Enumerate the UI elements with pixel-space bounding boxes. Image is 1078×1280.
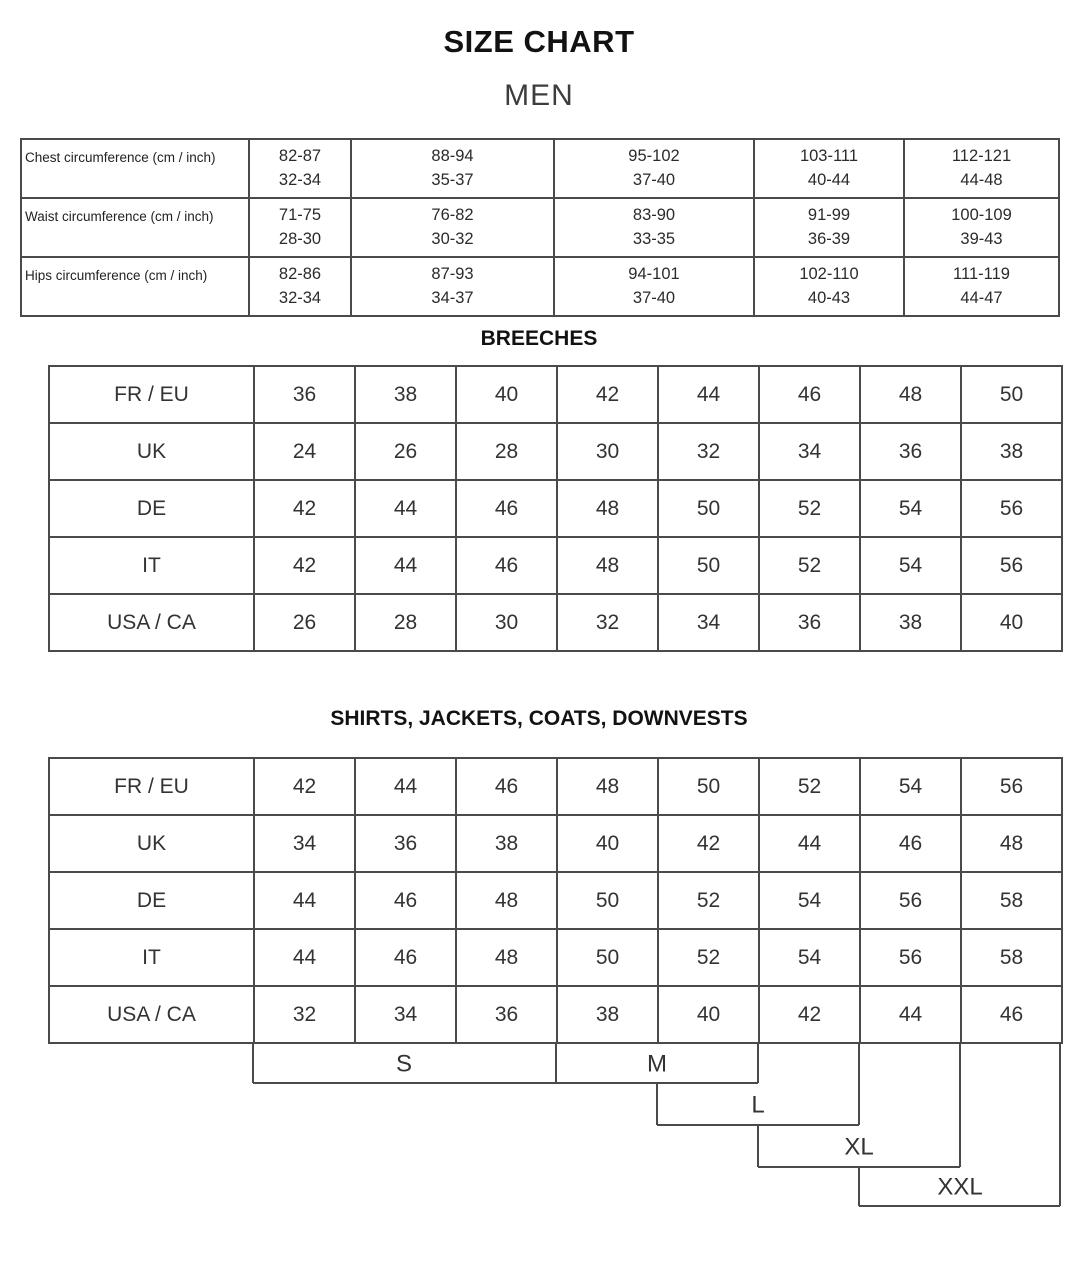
- size-cell: 24: [254, 423, 355, 480]
- size-cell: 36: [355, 815, 456, 872]
- size-cell: 42: [759, 986, 860, 1043]
- size-cell: 32: [557, 594, 658, 651]
- size-cell: 30: [456, 594, 557, 651]
- size-cell: 56: [961, 758, 1062, 815]
- size-cell: 54: [860, 758, 961, 815]
- breeches-table: [48, 365, 1063, 652]
- table-row: [49, 366, 1062, 423]
- row-label: FR / EU: [49, 366, 254, 423]
- inch-value: 39-43: [960, 229, 1003, 248]
- size-cell: 44: [355, 758, 456, 815]
- row-label: DE: [49, 872, 254, 929]
- size-cell: 42: [254, 537, 355, 594]
- inch-value: 36-39: [807, 229, 851, 248]
- inch-value: 32-34: [278, 170, 322, 189]
- size-cell: 48: [557, 758, 658, 815]
- measurement-cell: [554, 198, 754, 257]
- row-label: UK: [49, 815, 254, 872]
- size-cell: 48: [456, 929, 557, 986]
- measurement-cell: [351, 139, 554, 198]
- size-cell: 46: [456, 480, 557, 537]
- size-cell: 56: [860, 872, 961, 929]
- size-cell: 38: [860, 594, 961, 651]
- row-label: IT: [49, 537, 254, 594]
- cm-value: 76-82: [431, 205, 474, 224]
- size-bracket-label: M: [647, 1050, 667, 1078]
- row-label: FR / EU: [49, 758, 254, 815]
- size-cell: 46: [759, 366, 860, 423]
- size-cell: 46: [961, 986, 1062, 1043]
- size-cell: 28: [456, 423, 557, 480]
- measurement-cell: [351, 198, 554, 257]
- cm-value: 83-90: [632, 205, 676, 224]
- cm-value: 95-102: [628, 146, 680, 165]
- cm-value: 103-111: [799, 146, 859, 165]
- row-label: USA / CA: [49, 594, 254, 651]
- size-cell: 42: [254, 758, 355, 815]
- size-cell: 32: [658, 423, 759, 480]
- size-bracket-label: L: [751, 1091, 765, 1119]
- size-cell: 44: [254, 929, 355, 986]
- measurement-cell: [351, 257, 554, 316]
- cm-value: 88-94: [431, 146, 474, 165]
- measurement-cell: [554, 139, 754, 198]
- size-cell: 50: [961, 366, 1062, 423]
- cm-value: 100-109: [951, 205, 1012, 224]
- size-cell: 38: [355, 366, 456, 423]
- size-bracket-label: XXL: [937, 1173, 983, 1201]
- size-cell: 46: [860, 815, 961, 872]
- table-row: [21, 139, 1059, 198]
- cm-value: 82-87: [278, 146, 322, 165]
- size-cell: 42: [557, 366, 658, 423]
- inch-value: 44-48: [960, 170, 1003, 189]
- size-cell: 56: [860, 929, 961, 986]
- cm-value: 71-75: [278, 205, 322, 224]
- size-cell: 50: [658, 758, 759, 815]
- table-row: [49, 758, 1062, 815]
- inch-value: 37-40: [632, 170, 676, 189]
- measurement-cell: [249, 139, 351, 198]
- measurement-cell: [249, 198, 351, 257]
- size-cell: 52: [658, 872, 759, 929]
- size-cell: 38: [961, 423, 1062, 480]
- size-cell: 40: [557, 815, 658, 872]
- table-row: [49, 986, 1062, 1043]
- inch-value: 40-43: [807, 288, 851, 307]
- measurement-cell: [554, 257, 754, 316]
- size-cell: 50: [557, 872, 658, 929]
- inch-value: 40-44: [807, 170, 851, 189]
- size-cell: 38: [557, 986, 658, 1043]
- size-cell: 46: [355, 929, 456, 986]
- cm-value: 102-110: [799, 264, 859, 283]
- size-cell: 56: [961, 480, 1062, 537]
- size-cell: 36: [456, 986, 557, 1043]
- table-row: [49, 929, 1062, 986]
- size-cell: 50: [658, 537, 759, 594]
- size-cell: 34: [658, 594, 759, 651]
- measurement-cell: [904, 198, 1059, 257]
- size-cell: 44: [759, 815, 860, 872]
- size-cell: 28: [355, 594, 456, 651]
- size-cell: 44: [254, 872, 355, 929]
- size-cell: 56: [961, 537, 1062, 594]
- size-cell: 26: [355, 423, 456, 480]
- size-cell: 44: [355, 537, 456, 594]
- size-cell: 42: [254, 480, 355, 537]
- size-cell: 48: [557, 537, 658, 594]
- table-row: [21, 198, 1059, 257]
- size-cell: 54: [759, 872, 860, 929]
- table-row: [21, 257, 1059, 316]
- measurement-cell: [754, 198, 904, 257]
- table-row: [49, 480, 1062, 537]
- size-cell: 58: [961, 872, 1062, 929]
- inch-value: 33-35: [632, 229, 676, 248]
- size-bracket-diagram: [0, 1042, 1078, 1212]
- measurements-table: [20, 138, 1060, 317]
- cm-value: 112-121: [951, 146, 1012, 165]
- size-cell: 46: [456, 537, 557, 594]
- size-cell: 48: [456, 872, 557, 929]
- page-title: SIZE CHART: [443, 24, 635, 59]
- size-cell: 50: [658, 480, 759, 537]
- inch-value: 44-47: [960, 288, 1003, 307]
- page-subtitle: MEN: [504, 79, 574, 112]
- row-label: Waist circumference (cm / inch): [21, 198, 249, 257]
- measurement-cell: [754, 139, 904, 198]
- table-row: [49, 423, 1062, 480]
- inch-value: 37-40: [632, 288, 676, 307]
- shirts-table: [48, 757, 1063, 1044]
- row-label: USA / CA: [49, 986, 254, 1043]
- measurement-cell: [754, 257, 904, 316]
- size-cell: 40: [961, 594, 1062, 651]
- row-label: Hips circumference (cm / inch): [21, 257, 249, 316]
- size-cell: 52: [759, 758, 860, 815]
- size-cell: 34: [355, 986, 456, 1043]
- size-cell: 52: [759, 480, 860, 537]
- row-label: UK: [49, 423, 254, 480]
- size-bracket-label: XL: [844, 1133, 874, 1161]
- size-cell: 50: [557, 929, 658, 986]
- cm-value: 91-99: [807, 205, 851, 224]
- size-cell: 54: [860, 537, 961, 594]
- size-cell: 48: [557, 480, 658, 537]
- inch-value: 32-34: [278, 288, 322, 307]
- size-cell: 36: [860, 423, 961, 480]
- inch-value: 34-37: [431, 288, 474, 307]
- table-row: [49, 872, 1062, 929]
- row-label: IT: [49, 929, 254, 986]
- size-cell: 48: [860, 366, 961, 423]
- size-cell: 54: [860, 480, 961, 537]
- size-cell: 44: [355, 480, 456, 537]
- size-cell: 34: [254, 815, 355, 872]
- size-cell: 44: [658, 366, 759, 423]
- shirts-title: SHIRTS, JACKETS, COATS, DOWNVESTS: [330, 707, 748, 730]
- measurement-cell: [249, 257, 351, 316]
- size-cell: 52: [658, 929, 759, 986]
- size-cell: 38: [456, 815, 557, 872]
- size-cell: 36: [254, 366, 355, 423]
- measurement-cell: [904, 257, 1059, 316]
- size-cell: 32: [254, 986, 355, 1043]
- measurement-cell: [904, 139, 1059, 198]
- inch-value: 28-30: [278, 229, 322, 248]
- size-bracket-label: S: [395, 1050, 413, 1078]
- inch-value: 30-32: [431, 229, 474, 248]
- size-cell: 34: [759, 423, 860, 480]
- table-row: [49, 594, 1062, 651]
- size-cell: 46: [456, 758, 557, 815]
- size-cell: 36: [759, 594, 860, 651]
- row-label: DE: [49, 480, 254, 537]
- breeches-title: BREECHES: [480, 327, 598, 350]
- size-cell: 40: [658, 986, 759, 1043]
- size-cell: 46: [355, 872, 456, 929]
- size-cell: 52: [759, 537, 860, 594]
- size-cell: 54: [759, 929, 860, 986]
- size-cell: 42: [658, 815, 759, 872]
- row-label: Chest circumference (cm / inch): [21, 139, 249, 198]
- cm-value: 94-101: [628, 264, 680, 283]
- table-row: [49, 537, 1062, 594]
- size-cell: 26: [254, 594, 355, 651]
- size-cell: 30: [557, 423, 658, 480]
- cm-value: 87-93: [431, 264, 474, 283]
- size-cell: 44: [860, 986, 961, 1043]
- cm-value: 82-86: [278, 264, 322, 283]
- size-cell: 40: [456, 366, 557, 423]
- size-cell: 48: [961, 815, 1062, 872]
- table-row: [49, 815, 1062, 872]
- cm-value: 111-119: [953, 264, 1010, 283]
- size-cell: 58: [961, 929, 1062, 986]
- inch-value: 35-37: [431, 170, 474, 189]
